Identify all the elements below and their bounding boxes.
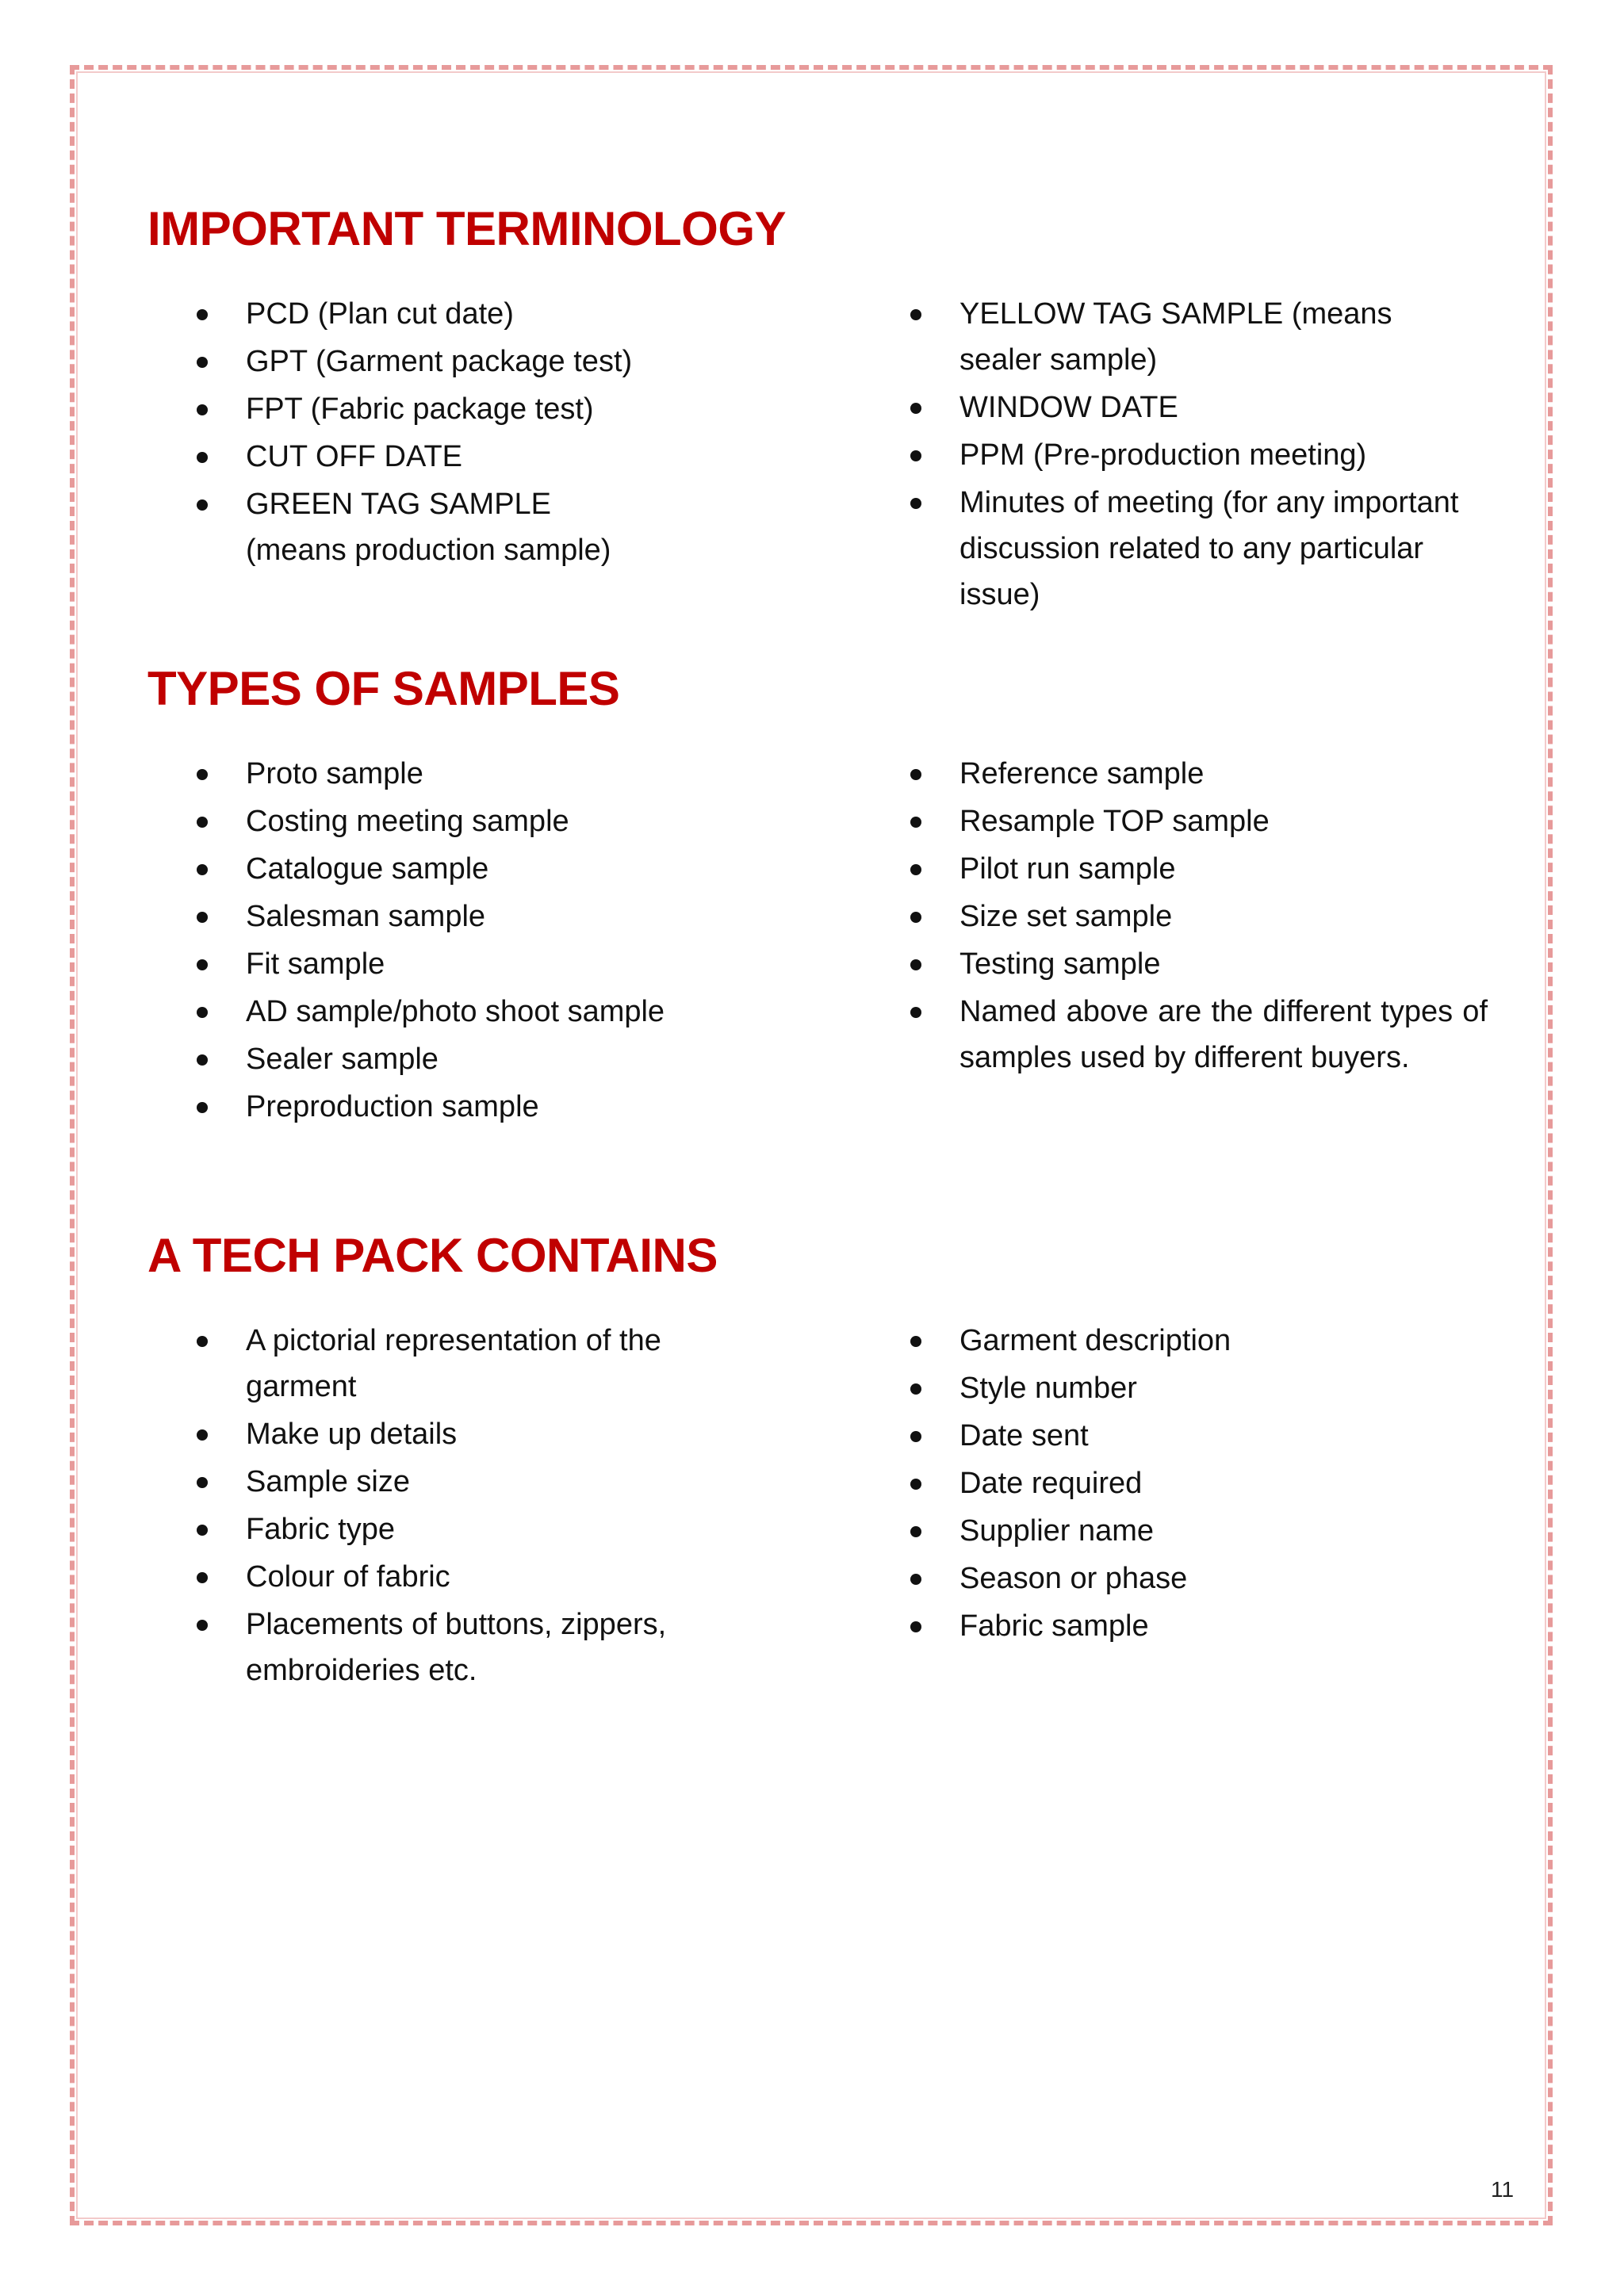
list-item-text: Fabric type [246, 1513, 395, 1546]
list-item-text: Named above are the different types of samples used by different buyers. [959, 995, 1488, 1074]
list-item-text: Sealer sample [246, 1043, 439, 1076]
list-item [147, 1318, 750, 1410]
bullet-icon [910, 1526, 921, 1537]
list-item [861, 1365, 1488, 1411]
list-item [861, 1413, 1488, 1459]
bullet-icon [197, 1007, 208, 1018]
list-item-text: YELLOW TAG SAMPLE (means sealer sample) [959, 297, 1392, 377]
list-item [147, 751, 750, 797]
bullet-icon [197, 1525, 208, 1536]
bullet-icon [197, 959, 208, 970]
list-item [861, 846, 1488, 892]
section-title: TYPES OF SAMPLES [147, 662, 620, 715]
list-item [147, 1411, 750, 1457]
list-item-text: GPT (Garment package test) [246, 345, 633, 378]
list-item-text: Salesman sample [246, 900, 486, 933]
list-item [861, 385, 1488, 430]
list-item [147, 386, 750, 432]
list-item-text: Size set sample [959, 900, 1173, 933]
list-item-text: AD sample/photo shoot sample [246, 995, 665, 1028]
list-item [861, 1603, 1488, 1649]
list-item-text: Proto sample [246, 757, 423, 790]
bullet-icon [197, 769, 208, 780]
bullet-icon [910, 1336, 921, 1347]
list-item [147, 941, 750, 987]
bullet-icon [910, 1479, 921, 1490]
bullet-icon [197, 309, 208, 320]
bullet-icon [910, 309, 921, 320]
bullet-icon [197, 912, 208, 923]
list-item-text: FPT (Fabric package test) [246, 392, 594, 426]
list-item-text: PCD (Plan cut date) [246, 297, 514, 331]
list-item-text: WINDOW DATE [959, 391, 1178, 424]
section-types-of-samples [147, 660, 1496, 1123]
list-item [147, 1036, 750, 1082]
list-item-text: Sample size [246, 1465, 410, 1498]
list-item [147, 291, 750, 337]
bullet-icon [197, 1572, 208, 1583]
section-important-terminology [147, 201, 1496, 611]
list-item-text: Style number [959, 1372, 1137, 1405]
list-item-text: Costing meeting sample [246, 805, 569, 838]
bullet-icon [910, 1431, 921, 1442]
section-columns [147, 291, 1496, 611]
bullet-icon [910, 403, 921, 414]
list-item-text: Testing sample [959, 947, 1161, 981]
bullet-icon [197, 404, 208, 415]
bullet-icon [910, 817, 921, 828]
list-item [147, 798, 750, 844]
right-list [861, 1318, 1488, 1651]
list-item [147, 481, 750, 573]
left-list [147, 751, 750, 1131]
list-item-text: Resample TOP sample [959, 805, 1270, 838]
bullet-icon [197, 1336, 208, 1347]
list-item [861, 291, 1488, 383]
list-item-text: Make up details [246, 1418, 458, 1451]
bullet-icon [910, 912, 921, 923]
bullet-icon [197, 1477, 208, 1488]
list-item [147, 1554, 750, 1600]
list-item [861, 1556, 1488, 1601]
page-number: 11 [1491, 2177, 1515, 2202]
bullet-icon [910, 1007, 921, 1018]
right-list [861, 751, 1488, 1082]
list-item [147, 339, 750, 385]
list-item-text: Garment description [959, 1324, 1231, 1357]
section-tech-pack-contains [147, 1227, 1496, 1687]
list-item [861, 1508, 1488, 1554]
list-item [147, 1601, 750, 1693]
bullet-icon [197, 1102, 208, 1113]
list-item-text: Date sent [959, 1419, 1089, 1452]
list-item-text: Pilot run sample [959, 852, 1176, 886]
list-item [861, 1460, 1488, 1506]
list-item [861, 432, 1488, 478]
bullet-icon [197, 864, 208, 875]
bullet-icon [197, 357, 208, 368]
list-item [861, 989, 1488, 1081]
left-list [147, 291, 750, 575]
bullet-icon [910, 1621, 921, 1632]
list-item-text: Colour of fabric [246, 1560, 450, 1594]
list-item [147, 1084, 750, 1130]
list-item-text: Date required [959, 1467, 1143, 1500]
list-item [147, 894, 750, 939]
list-item-text: Minutes of meeting (for any important discussion related to any particular issue) [959, 486, 1459, 611]
section-title: IMPORTANT TERMINOLOGY [147, 202, 787, 255]
list-item-text: Season or phase [959, 1562, 1188, 1595]
section-columns [147, 751, 1496, 1123]
list-item-text: Supplier name [959, 1514, 1155, 1548]
list-item [147, 846, 750, 892]
bullet-icon [910, 864, 921, 875]
bullet-icon [910, 450, 921, 461]
list-item-text: A pictorial representation of the garment [246, 1324, 661, 1403]
section-title: A TECH PACK CONTAINS [147, 1229, 718, 1282]
bullet-icon [910, 1574, 921, 1585]
left-list [147, 1318, 750, 1695]
list-item [147, 1459, 750, 1505]
list-item [861, 1318, 1488, 1364]
bullet-icon [910, 769, 921, 780]
list-item [147, 989, 750, 1035]
list-item [861, 751, 1488, 797]
bullet-icon [910, 1383, 921, 1395]
list-item [861, 941, 1488, 987]
bullet-icon [197, 499, 208, 511]
list-item-text: Preproduction sample [246, 1090, 539, 1123]
list-item [861, 798, 1488, 844]
bullet-icon [197, 452, 208, 463]
list-item [147, 434, 750, 480]
bullet-icon [910, 959, 921, 970]
list-item-text: Placements of buttons, zippers, embroideries etc. [246, 1608, 667, 1687]
list-item [861, 894, 1488, 939]
bullet-icon [197, 1054, 208, 1066]
list-item [147, 1506, 750, 1552]
right-list [861, 291, 1488, 619]
list-item-text: PPM (Pre-production meeting) [959, 438, 1367, 472]
section-columns [147, 1318, 1496, 1687]
list-item [861, 480, 1488, 618]
bullet-icon [197, 1429, 208, 1441]
list-item-text: Fabric sample [959, 1609, 1149, 1643]
list-item-text: Fit sample [246, 947, 385, 981]
bullet-icon [197, 1620, 208, 1631]
list-item-text: Reference sample [959, 757, 1205, 790]
list-item-text: CUT OFF DATE [246, 440, 463, 473]
list-item-text: GREEN TAG SAMPLE (means production sample) [246, 488, 611, 567]
list-item-text: Catalogue sample [246, 852, 489, 886]
bullet-icon [910, 498, 921, 509]
bullet-icon [197, 817, 208, 828]
